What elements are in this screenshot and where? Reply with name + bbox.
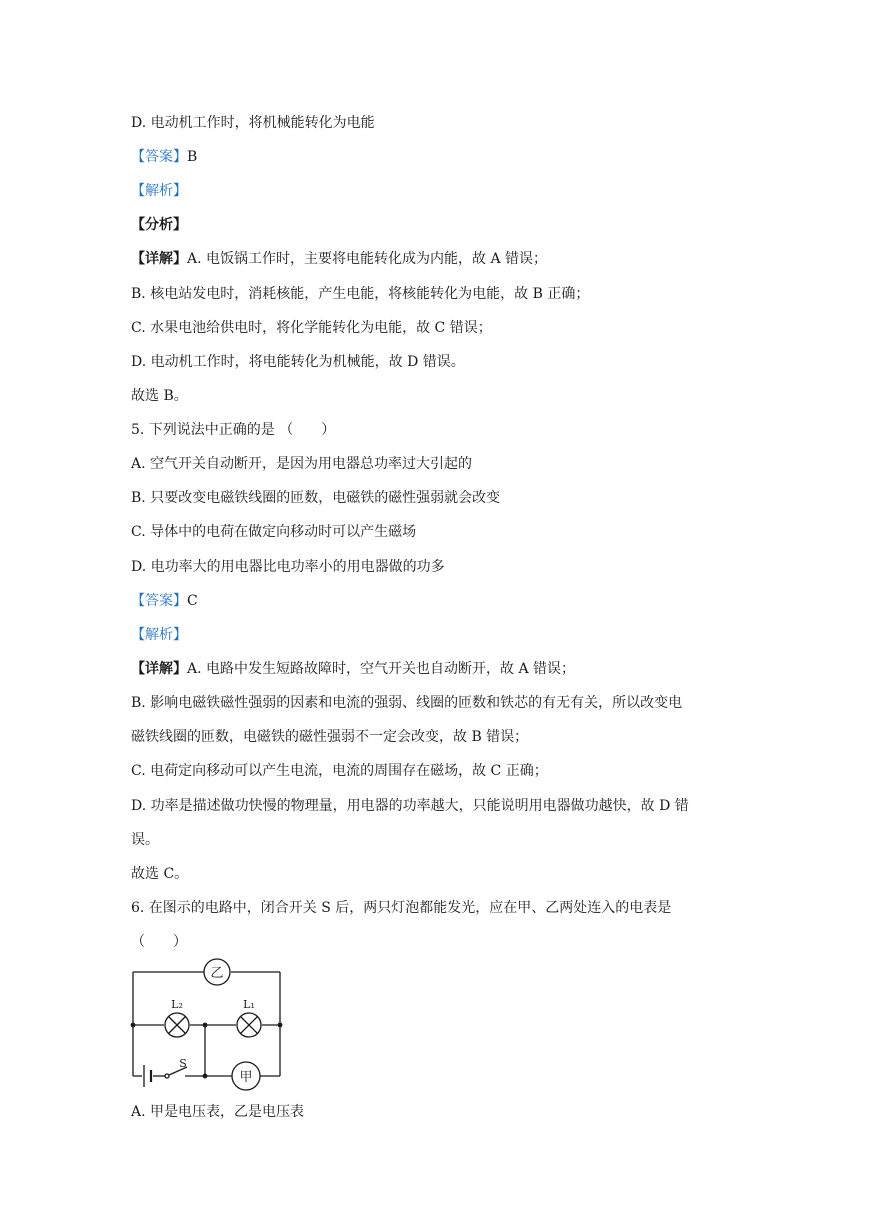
q5-detail-d2: 误。 bbox=[131, 832, 159, 848]
answer-line-5 bbox=[131, 591, 198, 611]
q5-option-c: C. 导体中的电荷在做定向移动时可以产生磁场 bbox=[131, 524, 417, 540]
q5-option-a: A. 空气开关自动断开，是因为用电器总功率过大引起的 bbox=[131, 456, 473, 472]
q5-option-b: B. 只要改变电磁铁线圈的匝数，电磁铁的磁性强弱就会改变 bbox=[131, 490, 501, 506]
q5-option-d: D. 电功率大的用电器比电功率小的用电器做的功多 bbox=[131, 559, 445, 575]
answer-tag: 【答案】 bbox=[131, 593, 187, 609]
q5-detail-d1: D. 功率是描述做功快慢的物理量，用电器的功率越大，只能说明用电器做功越快，故 D 错 bbox=[131, 798, 689, 814]
junction-dot bbox=[278, 1023, 283, 1028]
answer-value: B bbox=[187, 149, 198, 165]
analysis-tag: 【解析】 bbox=[131, 183, 187, 199]
question-5: 5. 下列说法中正确的是 （ ） bbox=[131, 422, 336, 438]
fenxi-tag: 【分析】 bbox=[131, 217, 187, 233]
detail-line-d: D. 电动机工作时，将电能转化为机械能，故 D 错误。 bbox=[131, 354, 465, 370]
junction-dot bbox=[131, 1023, 136, 1028]
detail-line-a bbox=[131, 249, 547, 269]
question-6-paren: （ ） bbox=[131, 934, 187, 950]
q5-detail-a bbox=[131, 659, 575, 679]
q5-detail-c: C. 电荷定向移动可以产生电流，电流的周围存在磁场，故 C 正确； bbox=[131, 763, 548, 779]
conclusion-5: 故选 C。 bbox=[131, 866, 189, 882]
detail-line-c: C. 水果电池给供电时，将化学能转化为电能，故 C 错误； bbox=[131, 320, 492, 336]
question-6: 6. 在图示的电路中，闭合开关 S 后，两只灯泡都能发光，应在甲、乙两处连入的电表是 bbox=[131, 900, 672, 916]
conclusion-4: 故选 B。 bbox=[131, 388, 188, 404]
answer-line-4 bbox=[131, 147, 197, 167]
lamp-l1-label: L₁ bbox=[243, 998, 255, 1011]
meter-yi-label: 乙 bbox=[210, 966, 224, 981]
q5-detail-b2: 磁铁线圈的匝数，电磁铁的磁性强弱不一定会改变，故 B 错误； bbox=[131, 729, 529, 745]
answer-value: C bbox=[187, 593, 198, 609]
detail-text: A. 电路中发生短路故障时，空气开关也自动断开，故 A 错误； bbox=[187, 661, 576, 677]
junction-dot bbox=[203, 1023, 208, 1028]
detail-tag: 【详解】 bbox=[131, 251, 187, 267]
option-d-prev: D. 电动机工作时，将机械能转化为电能 bbox=[131, 115, 375, 131]
q6-option-a: A. 甲是电压表，乙是电压表 bbox=[131, 1104, 305, 1120]
analysis-tag: 【解析】 bbox=[131, 627, 187, 643]
lamp-l2-label: L₂ bbox=[171, 998, 183, 1011]
switch-pivot bbox=[165, 1074, 169, 1078]
meter-jia-label: 甲 bbox=[239, 1070, 253, 1085]
q5-detail-b1: B. 影响电磁铁磁性强弱的因素和电流的强弱、线圈的匝数和铁芯的有无有关，所以改变电 bbox=[131, 695, 683, 711]
circuit-diagram bbox=[125, 955, 295, 1095]
switch-label: S bbox=[179, 1057, 187, 1070]
detail-text: A. 电饭锅工作时，主要将电能转化成为内能，故 A 错误； bbox=[187, 251, 548, 267]
detail-tag: 【详解】 bbox=[131, 661, 187, 677]
junction-dot bbox=[203, 1074, 208, 1079]
answer-tag: 【答案】 bbox=[131, 149, 187, 165]
detail-line-b: B. 核电站发电时，消耗核能，产生电能，将核能转化为电能，故 B 正确； bbox=[131, 286, 590, 302]
